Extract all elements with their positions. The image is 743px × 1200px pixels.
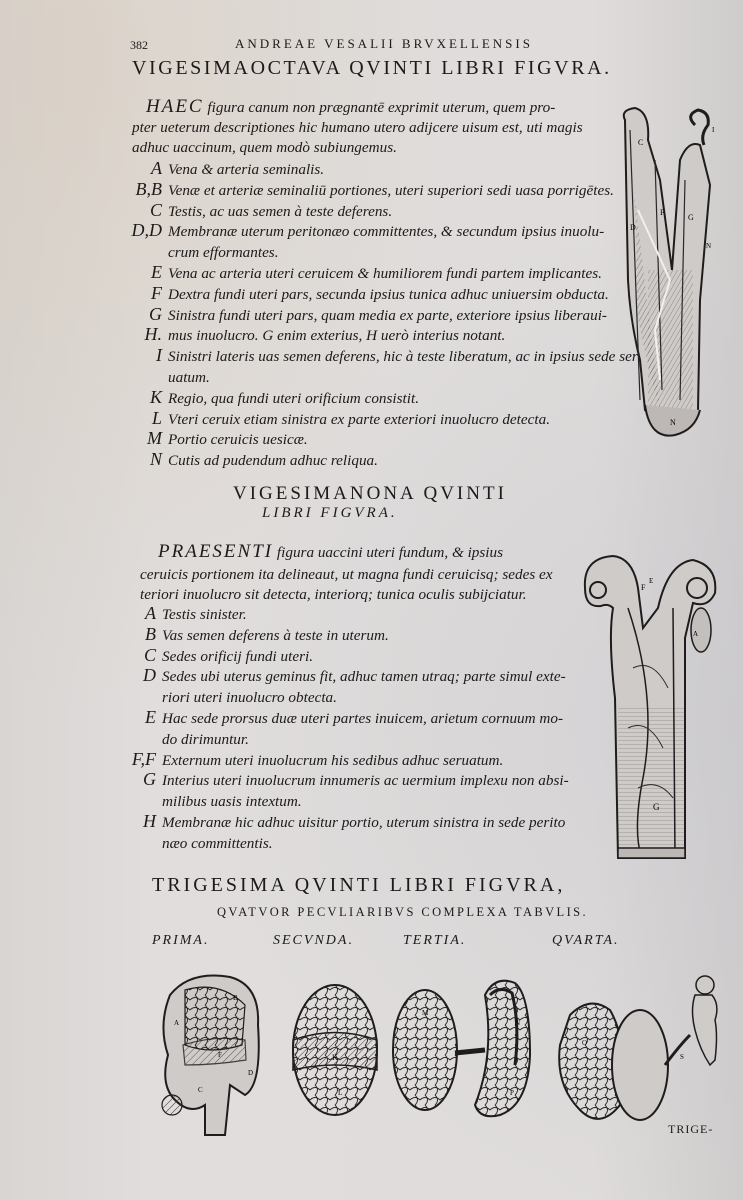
figure-28-title: VIGESIMAOCTAVA QVINTI LIBRI FIGVRA. [132, 57, 612, 79]
figure-30-subtitle: QVATVOR PECVLIARIBVS COMPLEXA TABVLIS. [217, 905, 589, 919]
legend-text: Sinistra fundi uteri pars, quam media ex parte, exteriore ipsius liberaui- [168, 306, 607, 324]
figure-29-intro [158, 542, 503, 563]
svg-text:O: O [582, 1039, 588, 1047]
legend-key: D,D [131, 220, 162, 241]
figure-30-title: TRIGESIMA QVINTI LIBRI FIGVRA, [152, 874, 566, 896]
legend-key: M [147, 428, 162, 449]
legend-key: A [145, 603, 156, 623]
legend-text: crum efformantes. [168, 244, 279, 262]
intro-line: figura uaccini uteri fundum, & ipsius [276, 544, 504, 561]
legend-text: Membranæ uterum peritonæo committentes, & secundum ipsius inuolu- [168, 223, 605, 241]
svg-text:F: F [218, 1051, 222, 1059]
legend-key: A [151, 158, 162, 178]
intro-line: figura canum non prægnantē exprimit uterum, quem pro- [207, 99, 556, 116]
svg-text:N: N [515, 1019, 521, 1027]
intro-initial-caps: PRAESENTI [158, 541, 274, 562]
legend-key: H. [144, 324, 162, 345]
legend-text: mus inuolucro. G enim exterius, H uerò interius notant. [168, 327, 506, 345]
legend-key: C [149, 199, 162, 220]
intro-initial-caps: HAEC [146, 96, 204, 117]
table-label-secunda: SECVNDA. [273, 933, 354, 948]
figure-29-subtitle: LIBRI FIGVRA. [262, 505, 398, 521]
canine-uterus-illustration [600, 100, 720, 445]
legend-text: riori uteri inuolucro obtecta. [162, 689, 337, 707]
legend-text: Vas semen deferens à teste in uterum. [162, 626, 389, 644]
legend-text: Membranæ hic adhuc uisitur portio, uterum sinistra in sede perito [162, 814, 566, 831]
legend-text: Sedes orificij fundi uteri. [162, 647, 314, 665]
svg-text:I: I [712, 126, 715, 134]
legend-text: næo committentis. [162, 834, 273, 852]
legend-key: H [143, 811, 156, 831]
legend-text: Externum uteri inuolucrum his sedibus adhuc seruatum. [162, 751, 504, 769]
intro-line: teriori inuolucro sit detecta, interiorq; tunica oculis subijciatur. [140, 586, 527, 603]
svg-text:C: C [198, 1086, 203, 1094]
catchword: TRIGE- [668, 1122, 714, 1136]
legend-text: Sinistri lateris uas semen deferens, hic à teste liberatum, ac in ipsius sede ser [168, 348, 638, 366]
tertia-illustration [393, 981, 530, 1117]
legend-text: Cutis ad pudendum adhuc reliqua. [168, 452, 378, 470]
svg-text:A: A [174, 1019, 180, 1027]
page-number: 382 [130, 38, 148, 52]
legend-key: I [156, 345, 162, 366]
legend-text: Interius uteri inuolucrum innumeris ac uermium implexu non absi- [162, 772, 569, 790]
svg-text:B: B [233, 994, 238, 1002]
running-head: ANDREAE VESALII BRVXELLENSIS [235, 36, 533, 51]
fetal-membranes-illustrations [150, 965, 730, 1145]
svg-text:G: G [653, 802, 660, 812]
legend-text: Regio, qua fundi uteri orificium consistit. [168, 389, 420, 407]
svg-text:N: N [670, 418, 676, 427]
legend-text: Vena & arteria seminalis. [168, 161, 325, 178]
quarta-illustration [559, 976, 717, 1120]
prima-illustration [162, 975, 259, 1135]
intro-line: ceruicis portionem ita delineaut, ut magna fundi ceruicisq; sedes ex [140, 566, 553, 583]
legend-key: B,B [135, 178, 162, 199]
svg-text:E: E [649, 577, 654, 585]
legend-key: B [145, 623, 156, 644]
legend-key: N [149, 449, 162, 470]
svg-text:L: L [338, 1089, 343, 1097]
legend-text: uatum. [168, 369, 210, 386]
table-label-tertia: TERTIA. [403, 933, 467, 948]
svg-text:D: D [630, 223, 636, 232]
table-label-prima: PRIMA. [152, 933, 210, 948]
svg-text:G: G [688, 213, 694, 222]
svg-text:D: D [248, 1069, 254, 1077]
legend-text: Portio ceruicis uesicæ. [168, 431, 308, 449]
svg-text:C: C [638, 138, 644, 147]
legend-key: E [145, 707, 156, 727]
svg-text:S: S [680, 1053, 684, 1061]
legend-key: L [151, 407, 162, 428]
bovine-uterus-illustration [573, 548, 723, 866]
intro-line: pter ueterum descriptiones hic humano utero adijcere uisum est, uti magis [132, 119, 583, 136]
figure-29-title: VIGESIMANONA QVINTI [233, 483, 507, 504]
legend-text: do dirimuntur. [162, 730, 249, 748]
legend-text: Testis sinister. [162, 606, 247, 623]
legend-text: Vteri ceruix etiam sinistra ex parte exteriori inuolucro detecta. [168, 410, 550, 428]
svg-text:F: F [641, 583, 646, 592]
legend-key: K [149, 386, 162, 407]
svg-text:M: M [422, 1009, 429, 1017]
legend-text: Vena ac arteria uteri ceruicem & humiliorem fundi partem implicantes. [168, 265, 602, 282]
legend-key: G [143, 769, 156, 790]
svg-text:N: N [706, 242, 712, 250]
secunda-illustration [293, 985, 377, 1115]
legend-key: F,F [131, 748, 156, 769]
legend-text: Venæ et arteriæ seminaliū portiones, uteri superiori sedi uasa porrigētes. [168, 181, 614, 199]
legend-key: F [151, 282, 162, 303]
legend-key: C [143, 644, 156, 665]
intro-line: adhuc uaccinum, quem modò subiungemus. [132, 139, 397, 156]
svg-text:A: A [693, 630, 699, 638]
svg-text:P: P [510, 1089, 514, 1097]
legend-text: Sedes ubi uterus geminus fit, adhuc tamen utraq; parte simul exte- [162, 668, 566, 686]
legend-text: Dextra fundi uteri pars, secunda ipsius tunica adhuc uniuersim obducta. [168, 285, 609, 303]
legend-key: D [143, 665, 156, 686]
svg-text:F: F [660, 208, 665, 217]
legend-text: milibus uasis intextum. [162, 793, 302, 811]
svg-text:K: K [332, 1053, 338, 1062]
legend-text: Testis, ac uas semen à teste deferens. [168, 202, 393, 220]
legend-key: G [149, 303, 162, 324]
table-label-quarta: QVARTA. [552, 933, 620, 948]
legend-key: E [151, 262, 162, 282]
legend-text: Hac sede prorsus duæ uteri partes inuicem, arietum cornuum mo- [162, 710, 564, 727]
figure-28-intro [146, 97, 555, 118]
